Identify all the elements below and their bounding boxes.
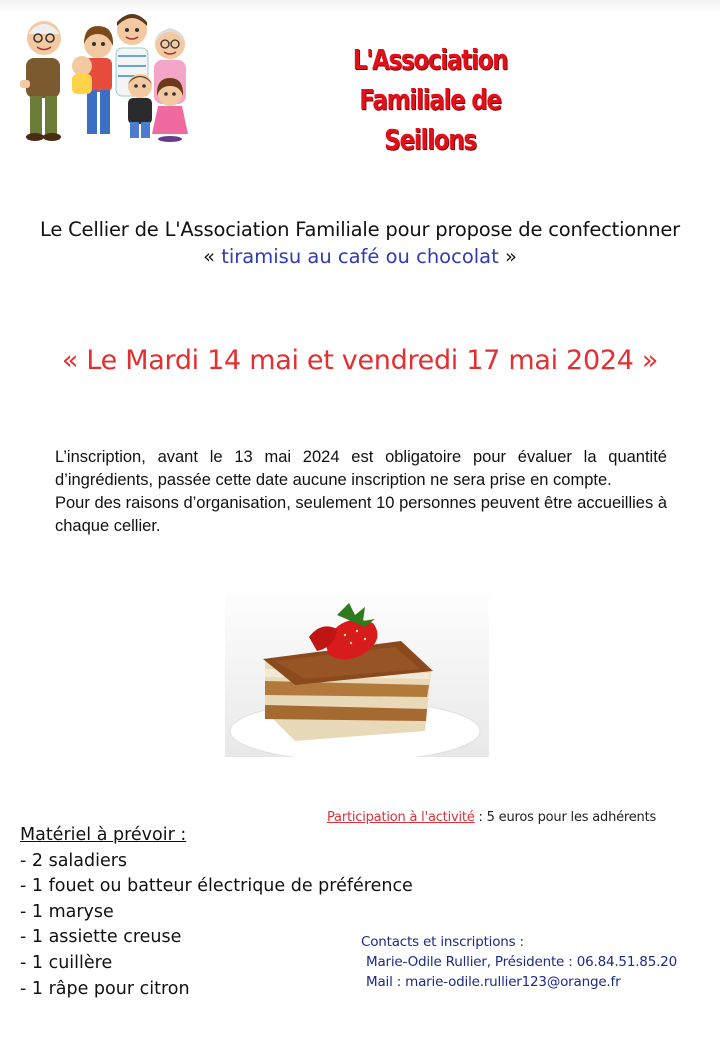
- capacity-text: Pour des raisons d’organisation, seulement 10 personnes peuvent être accueillies à chaque cellier.: [55, 494, 667, 535]
- open-quote: «: [203, 245, 222, 268]
- list-item: - 1 maryse: [20, 901, 114, 922]
- list-item: - 1 assiette creuse: [20, 927, 182, 948]
- tiramisu-photo: [225, 581, 489, 757]
- contacts-title: Contacts et inscriptions :: [361, 934, 524, 950]
- list-item: - 2 saladiers: [20, 850, 128, 871]
- association-title-line2: Familiale de Seillons: [359, 83, 501, 156]
- boy-figure: [128, 74, 152, 138]
- materials-items: [20, 849, 413, 1003]
- list-item: - 1 fouet ou batteur électrique de préférence: [20, 876, 413, 897]
- contact-email: Mail : marie-odile.rullier123@orange.fr: [366, 974, 621, 990]
- family-illustration: [18, 10, 193, 145]
- registration-paragraph: [55, 446, 667, 538]
- materials-list: [20, 823, 413, 1002]
- participation-label: Participation à l'activité: [327, 810, 475, 825]
- list-item: - 1 cuillère: [20, 952, 113, 973]
- contact-phone: Marie-Odile Rullier, Présidente : 06.84.51.85.20: [366, 954, 677, 970]
- participation-price: : 5 euros pour les adhérents: [474, 810, 657, 825]
- association-title: [323, 40, 536, 160]
- list-item: - 1 râpe pour citron: [20, 978, 190, 999]
- association-title-line1: L'Association: [352, 43, 508, 76]
- recipe-line: [0, 245, 720, 268]
- recipe-name: tiramisu au café ou chocolat: [221, 245, 499, 268]
- registration-text: L’inscription, avant le 13 mai 2024 est obligatoire pour évaluer la quantité d’ingrédients, passée cette date aucune inscription ne sera prise en compte.: [55, 448, 667, 489]
- mom-figure: [72, 26, 113, 134]
- materials-heading: Matériel à prévoir :: [20, 825, 187, 845]
- event-dates: « Le Mardi 14 mai et vendredi 17 mai 2024 »: [61, 345, 659, 376]
- intro-block: [0, 218, 720, 268]
- close-quote: »: [498, 245, 517, 268]
- contacts-block: [361, 932, 677, 992]
- intro-line: Le Cellier de L'Association Familiale pour propose de confectionner: [40, 218, 680, 241]
- grandpa-figure: [20, 21, 61, 141]
